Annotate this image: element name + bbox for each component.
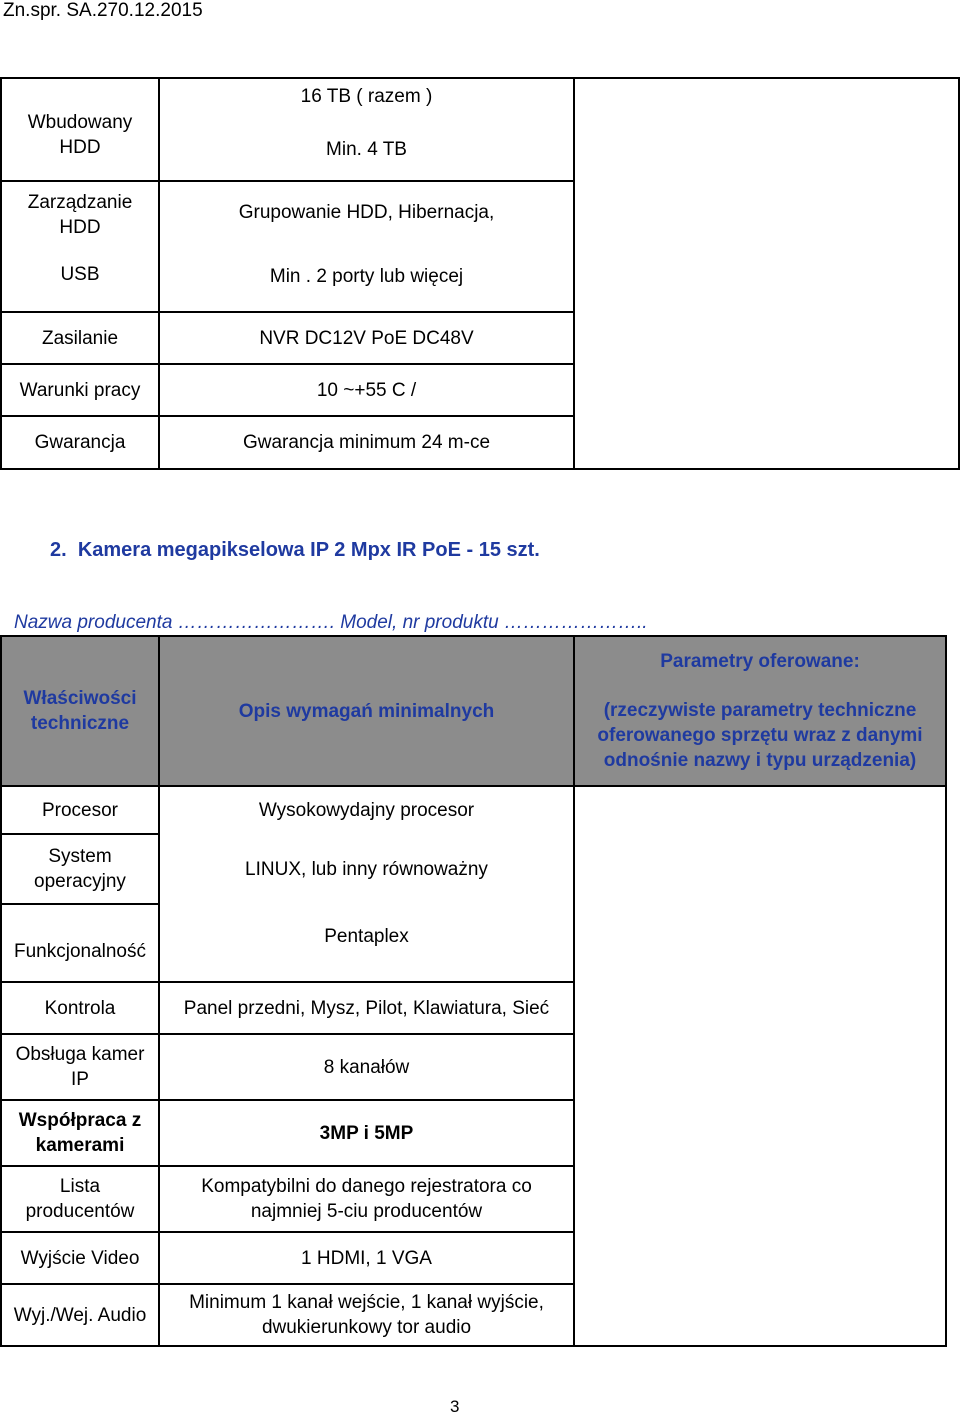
section-title: Kamera megapikselowa IP 2 Mpx IR PoE - 15 szt. [77, 539, 540, 561]
header-properties: Właściwości techniczne [1, 636, 159, 786]
row-value: 1 HDMI, 1 VGA [159, 1232, 574, 1284]
row-value: 16 TB ( razem ) Min. 4 TB [159, 78, 574, 181]
offered-params-cell[interactable] [574, 78, 959, 469]
table-row [1, 78, 959, 181]
camera-spec-table [0, 635, 947, 1347]
row-value: 3MP i 5MP [159, 1100, 574, 1166]
row-label: Kontrola [1, 982, 159, 1034]
document-reference: Zn.spr. SA.270.12.2015 [3, 0, 203, 21]
section-heading [50, 539, 540, 562]
row-label: Zasilanie [1, 312, 159, 364]
row-value: Grupowanie HDD, Hibernacja, [159, 181, 574, 258]
header-offered-title: Parametry oferowane: [660, 651, 860, 672]
row-label: System operacyjny [1, 834, 159, 904]
producer-model-line: Nazwa producenta ……………………. Model, nr produktu ………………….. [14, 612, 648, 633]
table-header-row [1, 636, 946, 786]
row-label: Wyjście Video [1, 1232, 159, 1284]
row-value: Minimum 1 kanał wejście, 1 kanał wyjście, dwukierunkowy tor audio [159, 1284, 574, 1346]
row-value: LINUX, lub inny równoważny [159, 834, 574, 904]
row-value: Panel przedni, Mysz, Pilot, Klawiatura, Sieć [159, 982, 574, 1034]
row-value: 10 ~+55 C / [159, 364, 574, 416]
header-offered-desc: (rzeczywiste parametry techniczne oferowanego sprzętu wraz z danymi odnośnie nazwy i typu urządzenia) [597, 700, 923, 771]
row-label: Procesor [1, 786, 159, 834]
row-value: Min . 2 porty lub więcej [159, 258, 574, 312]
row-label: Wyj./Wej. Audio [1, 1284, 159, 1346]
row-label: Warunki pracy [1, 364, 159, 416]
offered-params-cell[interactable] [574, 786, 946, 1346]
page-number: 3 [450, 1397, 460, 1416]
row-value: Pentaplex [159, 904, 574, 982]
header-min-requirements: Opis wymagań minimalnych [159, 636, 574, 786]
row-value: Kompatybilni do danego rejestratora co najmniej 5-ciu producentów [159, 1166, 574, 1232]
row-label: Zarządzanie HDD [1, 181, 159, 258]
table-row [1, 786, 946, 834]
row-label: Wbudowany HDD [1, 78, 159, 181]
nvr-spec-table [0, 77, 960, 470]
header-offered-params [574, 636, 946, 786]
row-label: Współpraca z kamerami [1, 1100, 159, 1166]
row-label: Gwarancja [1, 416, 159, 469]
row-value: Wysokowydajny procesor [159, 786, 574, 834]
row-value: NVR DC12V PoE DC48V [159, 312, 574, 364]
row-label: Obsługa kamer IP [1, 1034, 159, 1100]
section-number: 2. [50, 539, 67, 561]
row-label: Lista producentów [1, 1166, 159, 1232]
row-value: Gwarancja minimum 24 m-ce [159, 416, 574, 469]
row-label: Funkcjonalność [1, 904, 159, 982]
row-label: USB [1, 258, 159, 312]
row-value: 8 kanałów [159, 1034, 574, 1100]
